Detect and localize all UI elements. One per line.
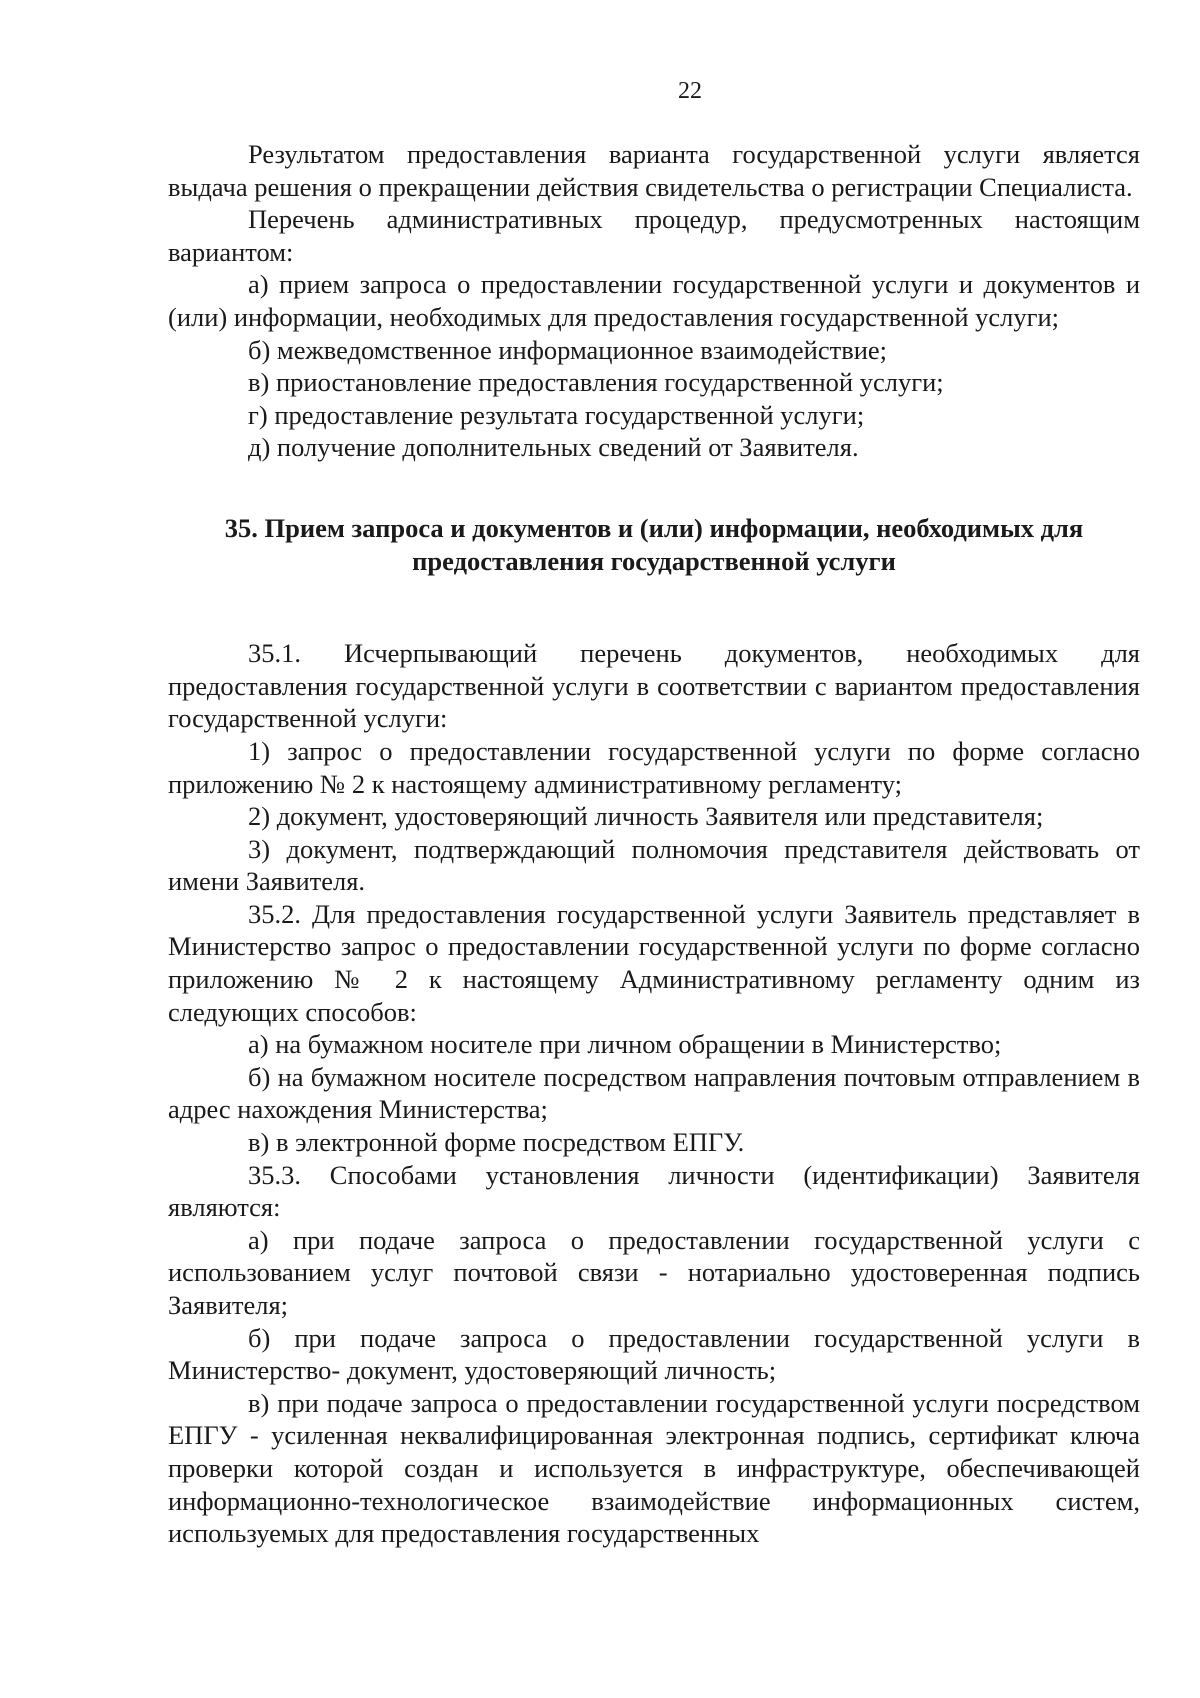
page-number: 22 <box>678 78 702 104</box>
list-item-a: а) прием запроса о предоставлении государственной услуги и документов и (или) информации, необходимых для предоставления государственной услуги; <box>168 269 1140 332</box>
identification-item-a: а) при подаче запроса о предоставлении государственной услуги с использованием услуг почтовой связи - нотариально удостоверенная подпись Заявителя; <box>168 1224 1140 1320</box>
list-item-v: в) приостановление предоставления государственной услуги; <box>248 367 944 398</box>
paragraph-result: Результатом предоставления варианта государственной услуги является выдача решения о прекращении действия свидетельства о регистрации Специалиста. <box>168 139 1140 202</box>
list-item-d: д) получение дополнительных сведений от Заявителя. <box>248 432 859 463</box>
paragraph-35-2: 35.2. Для предоставления государственной услуги Заявитель представляет в Министерство запрос о предоставлении государственной услуги по форме согласно приложению № 2 к настоящему Административному регламенту одним из следующих способов: <box>168 898 1140 1027</box>
identification-item-b: б) при подаче запроса о предоставлении государственной услуги в Министерство- документ, удостоверяющий личность; <box>168 1322 1140 1386</box>
paragraph-procedures-list-intro: Перечень административных процедур, предусмотренных настоящим вариантом: <box>168 204 1140 267</box>
list-item-1: 1) запрос о предоставлении государственной услуги по форме согласно приложению № 2 к настоящему административному регламенту; <box>168 735 1140 799</box>
section-heading-35: 35. Прием запроса и документов и (или) информации, необходимых для предоставления государственной услуги <box>224 512 1084 576</box>
list-item-g: г) предоставление результата государственной услуги; <box>248 399 865 430</box>
method-item-b: б) на бумажном носителе посредством направления почтовым отправлением в адрес нахождения Министерства; <box>168 1061 1140 1125</box>
document-body <box>168 138 1140 1550</box>
identification-item-v: в) при подаче запроса о предоставлении государственной услуги посредством ЕПГУ - усиленная неквалифицированная электронная подпись, сертификат ключа проверки которой создан и используется в инфраструктуре, обеспечивающей информационно-технологическое взаимодействие информационных систем, используемых для предоставления государственных <box>168 1387 1140 1549</box>
list-item-b: б) межведомственное информационное взаимодействие; <box>248 334 888 365</box>
method-item-v: в) в электронной форме посредством ЕПГУ. <box>248 1127 745 1158</box>
list-item-2: 2) документ, удостоверяющий личность Заявителя или представителя; <box>248 801 1044 832</box>
paragraph-35-3: 35.3. Способами установления личности (идентификации) Заявителя являются: <box>168 1159 1140 1223</box>
method-item-a: а) на бумажном носителе при личном обращении в Министерство; <box>248 1029 1002 1060</box>
list-item-3: 3) документ, подтверждающий полномочия представителя действовать от имени Заявителя. <box>168 833 1140 897</box>
paragraph-35-1: 35.1. Исчерпывающий перечень документов, необходимых для предоставления государственной услуги в соответствии с вариантом предоставления государственной услуги: <box>168 638 1140 734</box>
